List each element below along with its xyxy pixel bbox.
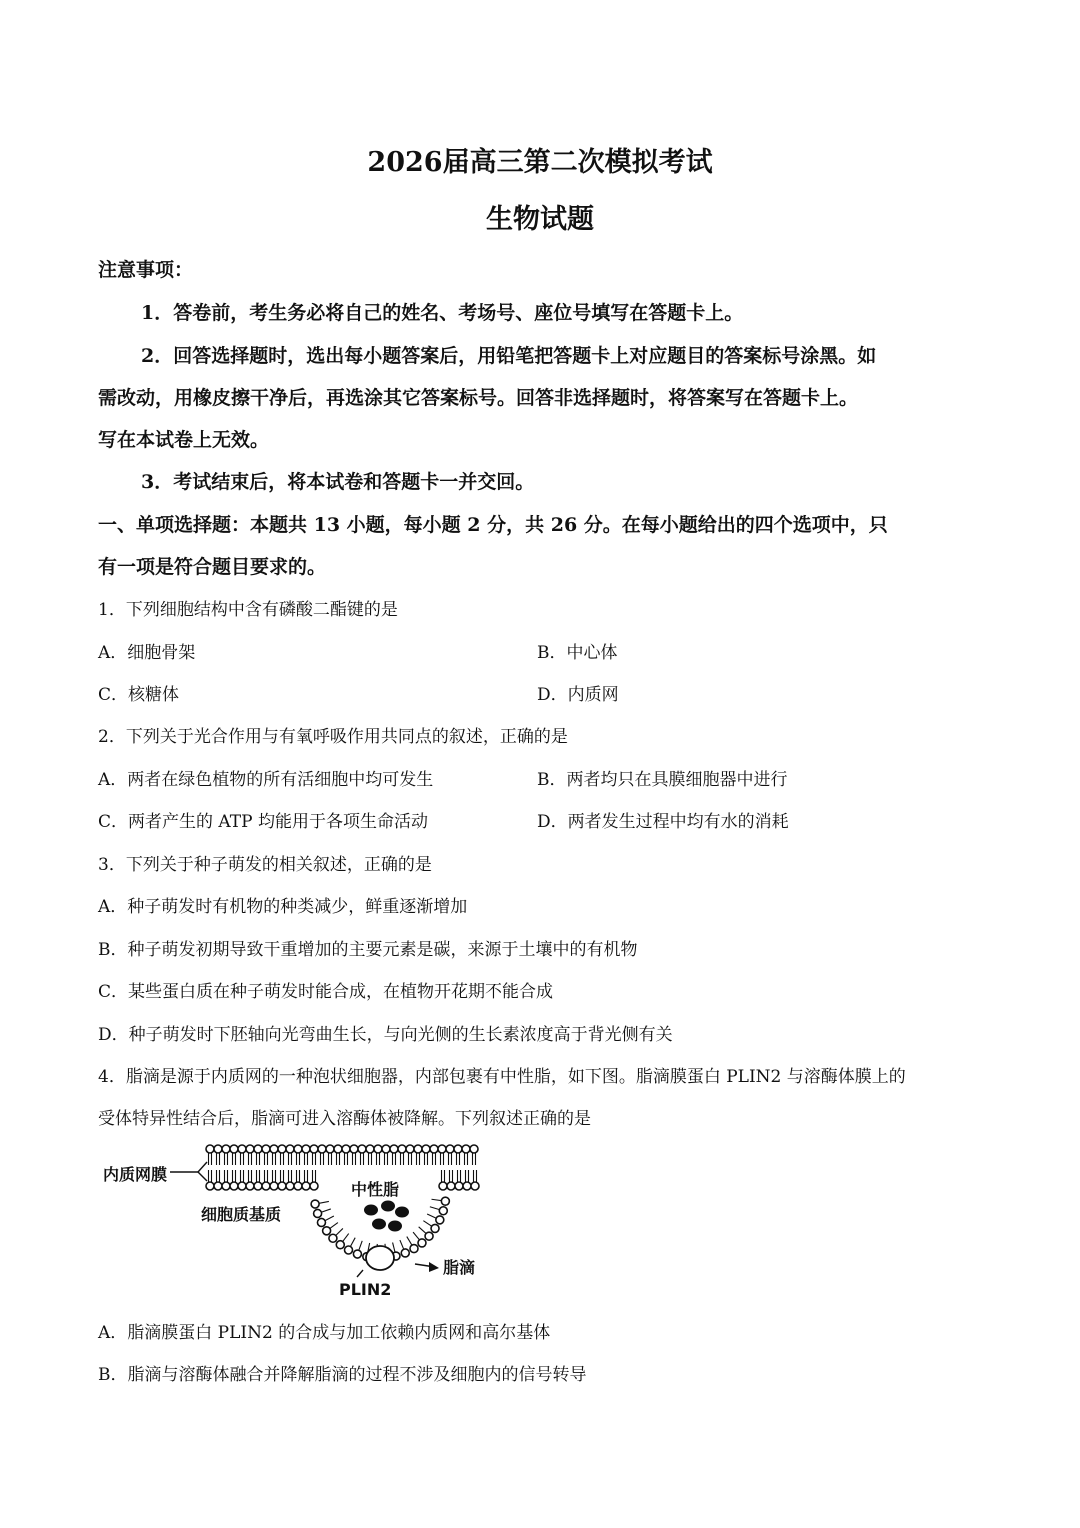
question-1-option-b: B．中心体 xyxy=(537,643,618,663)
lipid-droplet-figure xyxy=(95,1140,495,1305)
question-3-stem: 3．下列关于种子萌发的相关叙述，正确的是 xyxy=(98,855,432,875)
notice-heading: 注意事项： xyxy=(98,259,194,281)
section-heading-line-2: 有一项是符合题目要求的。 xyxy=(98,556,327,578)
question-1-option-d: D．内质网 xyxy=(537,685,619,705)
section-heading-line-1: 一、单项选择题：本题共 13 小题，每小题 2 分，共 26 分。在每小题给出的四个选项中，只 xyxy=(98,514,888,536)
figure-label-cytoplasmic-matrix: 细胞质基质 xyxy=(201,1205,282,1224)
neutral-lipid-dots xyxy=(364,1201,409,1232)
question-2-option-d: D．两者发生过程中均有水的消耗 xyxy=(537,812,789,832)
question-2-option-b: B．两者均只在具膜细胞器中进行 xyxy=(537,770,788,790)
question-2-stem: 2．下列关于光合作用与有氧呼吸作用共同点的叙述，正确的是 xyxy=(98,727,568,747)
question-2-option-c: C．两者产生的 ATP 均能用于各项生命活动 xyxy=(98,812,428,832)
figure-label-lipid-droplet: 脂滴 xyxy=(443,1258,476,1277)
question-1-stem: 1．下列细胞结构中含有磷酸二酯键的是 xyxy=(98,600,398,620)
plin2-protein xyxy=(366,1246,394,1270)
notice-item-2-line-1: 2．回答选择题时，选出每小题答案后，用铅笔把答题卡上对应题目的答案标号涂黑。如 xyxy=(141,345,877,367)
question-3-option-b: B．种子萌发初期导致干重增加的主要元素是碳，来源于土壤中的有机物 xyxy=(98,940,638,960)
notice-item-2-line-3: 写在本试卷上无效。 xyxy=(98,429,270,451)
question-1-option-a: A．细胞骨架 xyxy=(98,643,196,663)
exam-title: 2026届高三第二次模拟考试 xyxy=(367,147,713,178)
question-4-option-b: B．脂滴与溶酶体融合并降解脂滴的过程不涉及细胞内的信号转导 xyxy=(98,1365,587,1385)
notice-item-3: 3．考试结束后，将本试卷和答题卡一并交回。 xyxy=(141,471,535,493)
figure-label-neutral-lipid: 中性脂 xyxy=(351,1180,400,1199)
question-1-option-c: C．核糖体 xyxy=(98,685,180,705)
question-4-option-a: A．脂滴膜蛋白 PLIN2 的合成与加工依赖内质网和高尔基体 xyxy=(98,1323,551,1343)
plin2-pointer xyxy=(357,1270,363,1277)
exam-subtitle: 生物试题 xyxy=(486,204,594,235)
question-4-stem-line-1: 4．脂滴是源于内质网的一种泡状细胞器，内部包裹有中性脂，如下图。脂滴膜蛋白 PLIN2 与溶酶体膜上的 xyxy=(98,1067,906,1087)
question-3-option-a: A．种子萌发时有机物的种类减少，鲜重逐渐增加 xyxy=(98,897,468,917)
question-4-stem-line-2: 受体特异性结合后，脂滴可进入溶酶体被降解。下列叙述正确的是 xyxy=(98,1109,591,1129)
question-3-option-d: D．种子萌发时下胚轴向光弯曲生长，与向光侧的生长素浓度高于背光侧有关 xyxy=(98,1025,673,1045)
question-3-option-c: C．某些蛋白质在种子萌发时能合成，在植物开花期不能合成 xyxy=(98,982,554,1002)
figure-label-er-membrane: 内质网膜 xyxy=(103,1165,168,1184)
figure-label-plin2: PLIN2 xyxy=(339,1280,392,1299)
question-2-option-a: A．两者在绿色植物的所有活细胞中均可发生 xyxy=(98,770,434,790)
notice-item-1: 1．答卷前，考生务必将自己的姓名、考场号、座位号填写在答题卡上。 xyxy=(141,302,744,324)
notice-item-2-line-2: 需改动，用橡皮擦干净后，再选涂其它答案标号。回答非选择题时，将答案写在答题卡上。 xyxy=(98,387,859,409)
